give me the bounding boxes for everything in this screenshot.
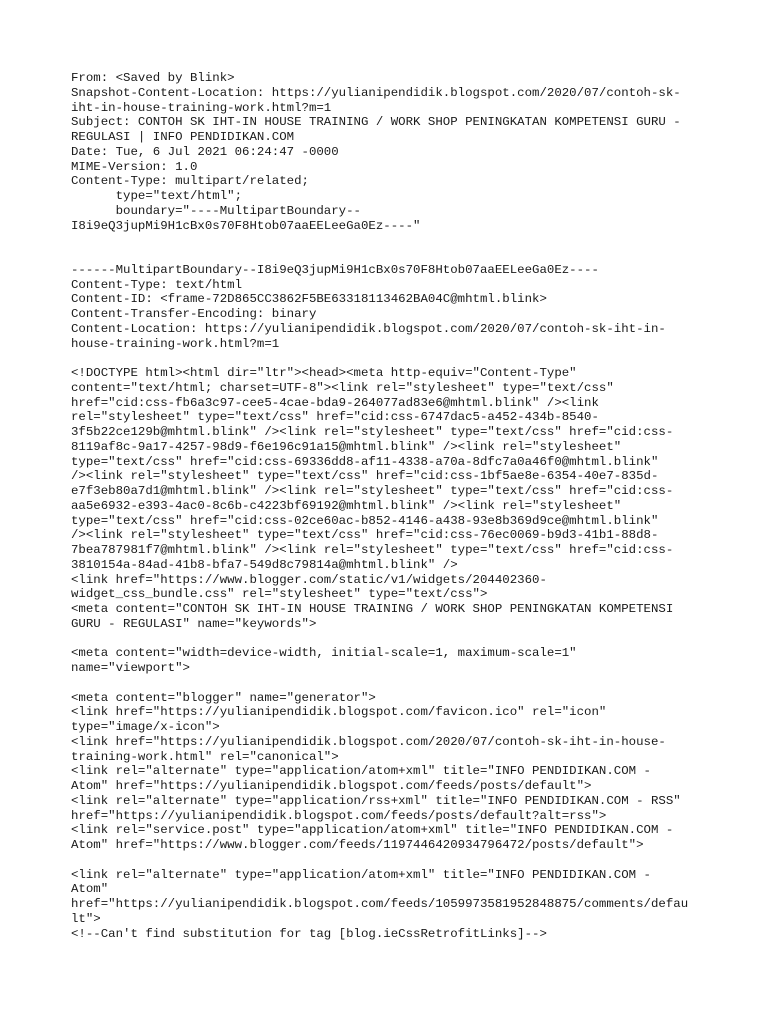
document-page [71,71,711,941]
text-line: name="viewport"> [71,661,190,675]
text-line: href="https://yulianipendidik.blogspot.com/feeds/1059973581952848875/comments/defau [71,897,689,911]
text-line: href="cid:css-fb6a3c97-cee5-4cae-bda9-264077ad83e6@mhtml.blink" /><link [71,395,599,410]
text-line: <link rel="service.post" type="application/atom+xml" title="INFO PENDIDIKAN.COM - [71,823,674,838]
text-line: iht-in-house-training-work.html?m=1 [71,100,332,115]
text-line: 8119af8c-9a17-4257-98d9-f6e196c91a15@mhtml.blink" /><link rel="stylesheet" [71,439,622,454]
text-line: <meta content="CONTOH SK IHT-IN HOUSE TRAINING / WORK SHOP PENINGKATAN KOMPETENSI [71,602,674,616]
text-line: Atom" href="https://yulianipendidik.blogspot.com/feeds/posts/default"> [71,779,592,793]
text-line: Content-Type: multipart/related; [71,174,309,189]
text-line: aa5e6932-e393-4ac0-8c6b-c4223bf69192@mhtml.blink" /><link rel="stylesheet" [71,498,622,513]
text-line: e7f3eb80a7d1@mhtml.blink" /><link rel="stylesheet" type="text/css" href="cid:css- [71,484,674,498]
blank-line [71,248,711,263]
text-line: <link href="https://yulianipendidik.blogspot.com/2020/07/contoh-sk-iht-in-house- [71,734,666,749]
text-line: Snapshot-Content-Location: https://yulianipendidik.blogspot.com/2020/07/contoh-sk- [71,85,681,100]
text-line: Atom" [71,882,109,897]
blank-line [71,853,711,868]
blank-line [71,233,711,248]
text-line: I8i9eQ3jupMi9H1cBx0s70F8Htob07aaEELeeGa0Ez----" [71,218,421,233]
text-line: /><link rel="stylesheet" type="text/css" href="cid:css-1bf5ae8e-6354-40e7-835d- [71,469,659,484]
text-line: rel="stylesheet" type="text/css" href="cid:css-6747dac5-a452-434b-8540- [71,410,599,425]
text-line: Content-Transfer-Encoding: binary [71,307,317,321]
text-line: 3810154a-84ad-41b8-bfa7-549d8c79814a@mhtml.blink" /> [71,557,458,572]
text-line: Subject: CONTOH SK IHT-IN HOUSE TRAINING / WORK SHOP PENINGKATAN KOMPETENSI GURU - [71,115,681,130]
text-line: <link rel="alternate" type="application/rss+xml" title="INFO PENDIDIKAN.COM - RSS" [71,793,681,808]
text-line: type="text/html"; [71,189,243,203]
text-line: <link rel="alternate" type="application/atom+xml" title="INFO PENDIDIKAN.COM - [71,867,651,882]
text-line: href="https://yulianipendidik.blogspot.com/feeds/posts/default?alt=rss"> [71,808,607,823]
text-line: GURU - REGULASI" name="keywords"> [71,616,317,631]
text-line: <meta content="width=device-width, initial-scale=1, maximum-scale=1" [71,646,577,661]
text-line: type="image/x-icon"> [71,720,220,734]
text-line: 3f5b22ce129b@mhtml.blink" /><link rel="stylesheet" type="text/css" href="cid:css- [71,425,674,439]
text-line: <link rel="alternate" type="application/atom+xml" title="INFO PENDIDIKAN.COM - [71,764,651,779]
text-line: Date: Tue, 6 Jul 2021 06:24:47 -0000 [71,144,339,159]
text-line: ------MultipartBoundary--I8i9eQ3jupMi9H1cBx0s70F8Htob07aaEELeeGa0Ez---- [71,262,599,277]
text-line: Content-Location: https://yulianipendidik.blogspot.com/2020/07/contoh-sk-iht-in- [71,321,666,336]
text-line: lt"> [71,911,101,926]
text-line: boundary="----MultipartBoundary-- [71,203,361,218]
text-line: Content-Type: text/html [71,277,243,292]
text-line: <link href="https://yulianipendidik.blogspot.com/favicon.ico" rel="icon" [71,705,607,720]
text-line: type="text/css" href="cid:css-69336dd8-af11-4338-a70a-8dfc7a0a46f0@mhtml.blink" [71,454,659,469]
text-line: REGULASI | INFO PENDIDIKAN.COM [71,130,295,144]
text-line: <meta content="blogger" name="generator"> [71,690,376,705]
text-line: <!DOCTYPE html><html dir="ltr"><head><meta http-equiv="Content-Type" [71,366,577,380]
text-line: MIME-Version: 1.0 [71,159,198,174]
blank-line [71,676,711,691]
text-line: widget_css_bundle.css" rel="stylesheet" type="text/css"> [71,587,488,602]
text-line: <link href="https://www.blogger.com/static/v1/widgets/204402360- [71,572,547,587]
text-line: Content-ID: <frame-72D865CC3862F5BE63318113462BA04C@mhtml.blink> [71,292,547,307]
blank-line [71,351,711,366]
text-line: type="text/css" href="cid:css-02ce60ac-b852-4146-a438-93e8b369d9ce@mhtml.blink" [71,513,659,528]
blank-line [71,632,711,647]
text-line: Atom" href="https://www.blogger.com/feeds/1197446420934796472/posts/default"> [71,838,644,852]
text-line: From: <Saved by Blink> [71,71,235,85]
text-line: training-work.html" rel="canonical"> [71,749,339,764]
text-line: <!--Can't find substitution for tag [blog.ieCssRetrofitLinks]--> [71,926,547,941]
text-line: house-training-work.html?m=1 [71,336,280,351]
text-line: 7bea787981f7@mhtml.blink" /><link rel="stylesheet" type="text/css" href="cid:css- [71,543,674,557]
text-line: /><link rel="stylesheet" type="text/css" href="cid:css-76ec0069-b9d3-41b1-88d8- [71,528,659,543]
text-line: content="text/html; charset=UTF-8"><link rel="stylesheet" type="text/css" [71,380,614,395]
